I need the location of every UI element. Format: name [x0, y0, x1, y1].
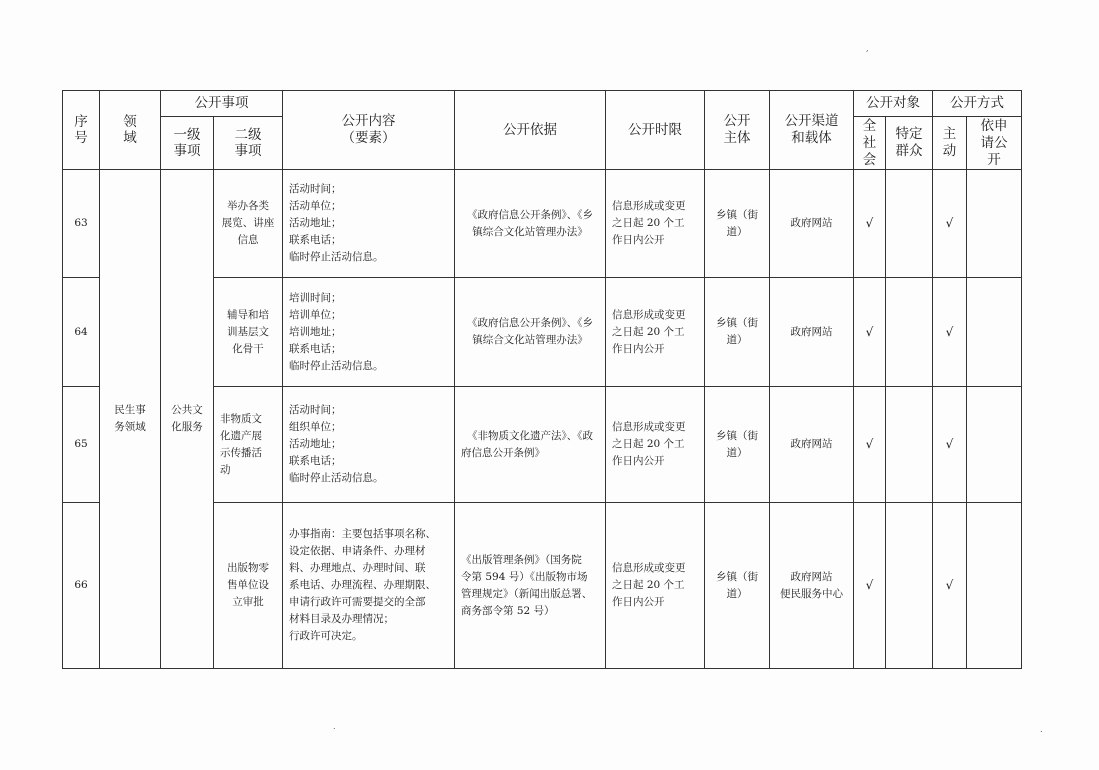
row-channel: 政府网站: [770, 278, 854, 387]
check-whole-society: √: [854, 503, 886, 669]
check-on-request: [967, 278, 1022, 387]
table-row: [63, 170, 1022, 278]
header-whole-society: 全 社 会: [854, 117, 886, 170]
row-channel: 政府网站: [770, 170, 854, 278]
scan-speck: ,: [866, 44, 869, 53]
row-content: 办事指南：主要包括事项名称、 设定依据、申请条件、办理材 料、办理地点、办理时间、联 系电话、办理流程、办理期限、 申请行政许可需要提交的全部 材料目录及办理情况； 行政许可决定。: [283, 503, 455, 669]
header-on-request: 依申 请公 开: [967, 117, 1022, 170]
check-active: √: [933, 503, 967, 669]
check-specific-group: [886, 503, 933, 669]
header-content: 公开内容 （要素）: [283, 91, 455, 170]
check-on-request: [967, 387, 1022, 503]
row-basis: 《非物质文化遗产法》、《政 府信息公开条例》: [455, 387, 606, 503]
row-channel: 政府网站: [770, 387, 854, 503]
row-content: 活动时间； 活动单位； 活动地址； 联系电话； 临时停止活动信息。: [283, 170, 455, 278]
check-active: √: [933, 170, 967, 278]
header-subject: 公开 主体: [705, 91, 770, 170]
row-time-limit: 信息形成或变更 之日起 20 个工 作日内公开: [606, 387, 705, 503]
header-matter-group: 公开事项: [161, 91, 283, 117]
check-whole-society: √: [854, 170, 886, 278]
header-level1: 一级事项: [161, 117, 214, 170]
row-level2: 辅导和培 训基层文 化骨干: [214, 278, 283, 387]
row-content: 活动时间； 组织单位； 活动地址； 联系电话； 临时停止活动信息。: [283, 387, 455, 503]
header-specific-group: 特定 群众: [886, 117, 933, 170]
row-channel: 政府网站 便民服务中心: [770, 503, 854, 669]
check-on-request: [967, 503, 1022, 669]
header-time-limit: 公开时限: [606, 91, 705, 170]
shared-field-cell: 民生事 务领域: [100, 170, 161, 669]
header-channel: 公开渠道 和载体: [770, 91, 854, 170]
row-seq: 65: [63, 387, 100, 503]
header-basis: 公开依据: [455, 91, 606, 170]
check-on-request: [967, 170, 1022, 278]
check-active: √: [933, 387, 967, 503]
row-time-limit: 信息形成或变更 之日起 20 个工 作日内公开: [606, 278, 705, 387]
check-specific-group: [886, 170, 933, 278]
row-basis: 《出版管理条例》（国务院 令第 594 号）《出版物市场 管理规定》（新闻出版总署、 商务部令第 52 号）: [455, 503, 606, 669]
scan-speck: .: [1040, 725, 1043, 734]
disclosure-table: [62, 90, 1022, 669]
header-active: 主 动: [933, 117, 967, 170]
header-seq: 序号: [63, 91, 100, 170]
check-specific-group: [886, 278, 933, 387]
row-basis: 《政府信息公开条例》、《乡 镇综合文化站管理办法》: [455, 278, 606, 387]
check-whole-society: √: [854, 387, 886, 503]
row-content: 培训时间； 培训单位； 培训地址； 联系电话； 临时停止活动信息。: [283, 278, 455, 387]
header-level2: 二级事项: [214, 117, 283, 170]
header-field: 领域: [100, 91, 161, 170]
row-seq: 64: [63, 278, 100, 387]
shared-level1-cell: 公共文 化服务: [161, 170, 214, 669]
header-row-1: [63, 91, 1022, 117]
check-whole-society: √: [854, 278, 886, 387]
scan-speck: .: [333, 722, 336, 731]
row-time-limit: 信息形成或变更 之日起 20 个工 作日内公开: [606, 503, 705, 669]
row-subject: 乡镇（街 道）: [705, 278, 770, 387]
row-subject: 乡镇（街 道）: [705, 503, 770, 669]
header-method-group: 公开方式: [933, 91, 1022, 117]
check-specific-group: [886, 387, 933, 503]
row-level2: 举办各类 展览、讲座 信息: [214, 170, 283, 278]
check-active: √: [933, 278, 967, 387]
row-subject: 乡镇（街 道）: [705, 387, 770, 503]
row-seq: 66: [63, 503, 100, 669]
row-level2: 非物质文 化遗产展 示传播活 动: [214, 387, 283, 503]
row-seq: 63: [63, 170, 100, 278]
row-time-limit: 信息形成或变更 之日起 20 个工 作日内公开: [606, 170, 705, 278]
row-subject: 乡镇（街 道）: [705, 170, 770, 278]
row-level2: 出版物零 售单位设 立审批: [214, 503, 283, 669]
row-basis: 《政府信息公开条例》、《乡 镇综合文化站管理办法》: [455, 170, 606, 278]
header-target-group: 公开对象: [854, 91, 933, 117]
